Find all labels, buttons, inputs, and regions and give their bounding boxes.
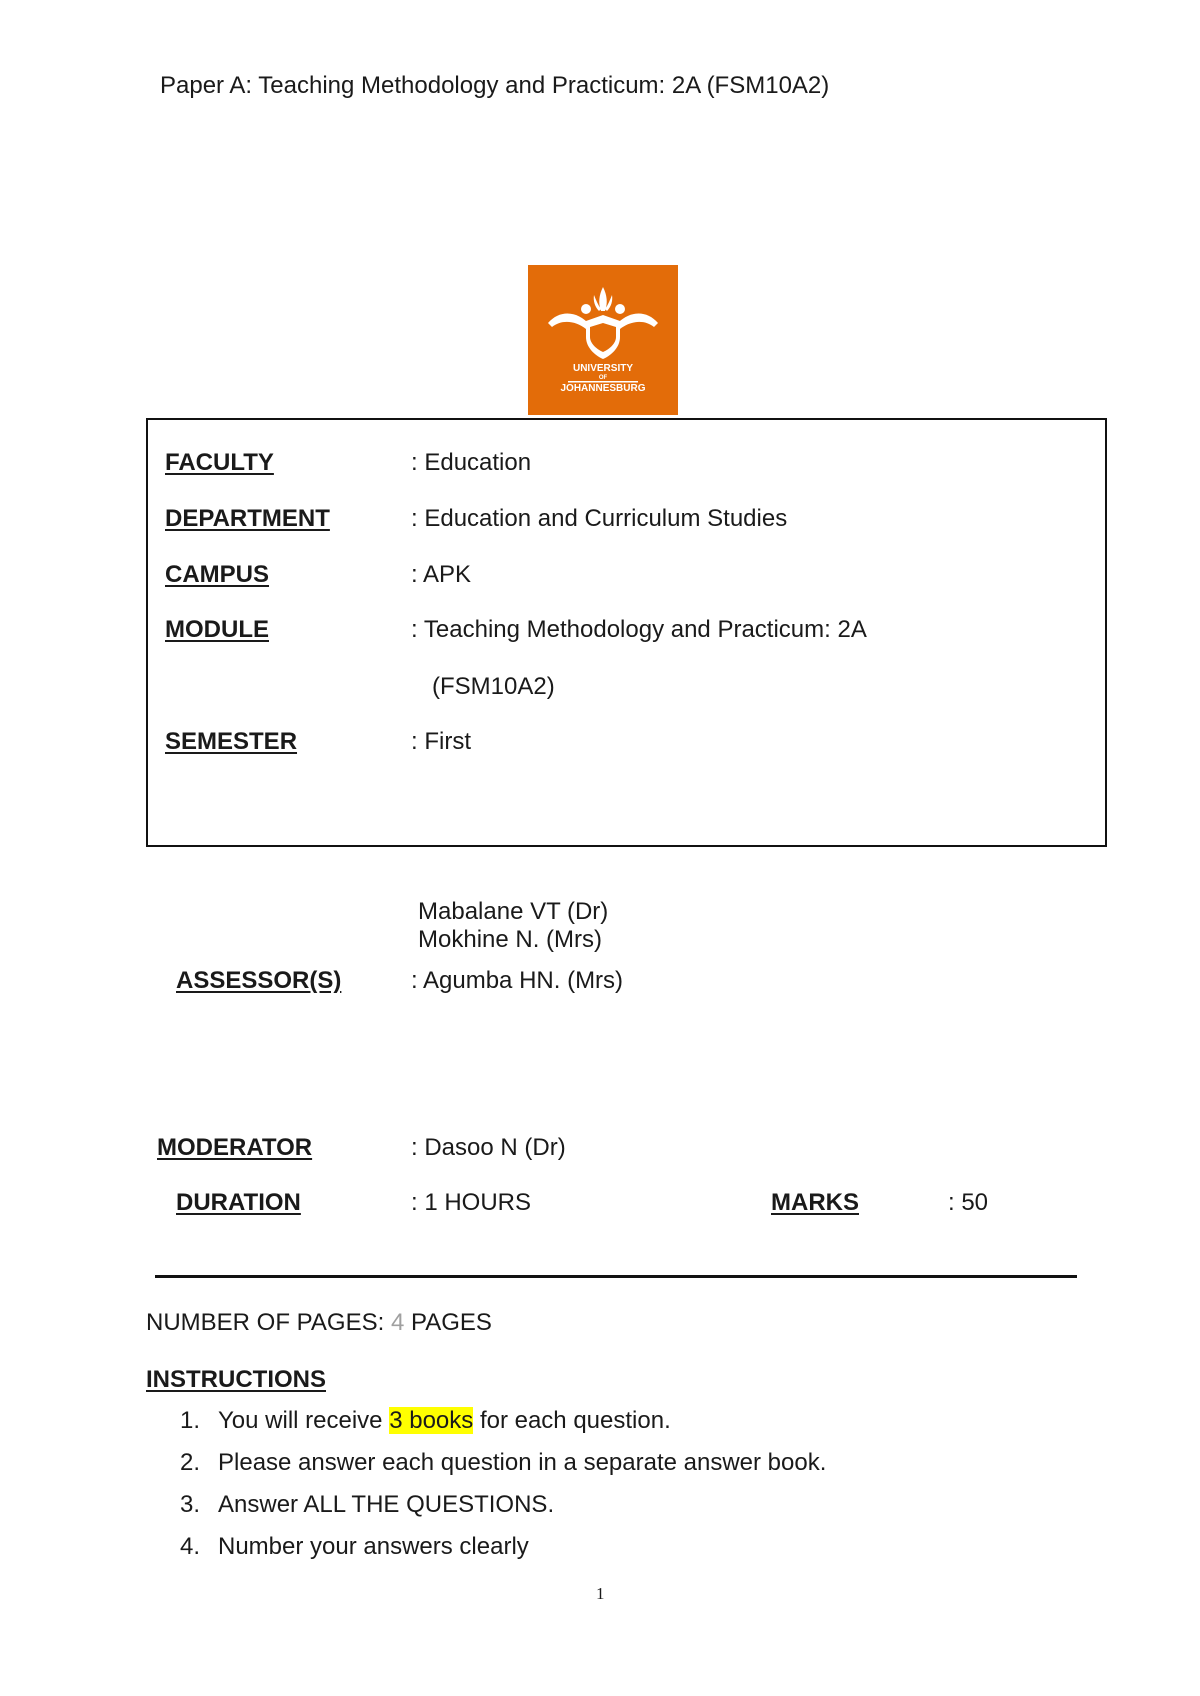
pages-prefix: NUMBER OF PAGES: (146, 1309, 385, 1336)
item-number: 4. (180, 1533, 201, 1560)
list-item (180, 1400, 826, 1442)
page-number: 1 (596, 1584, 605, 1603)
pages-suffix: PAGES (410, 1309, 492, 1336)
university-logo (528, 265, 678, 415)
instructions-heading: INSTRUCTIONS (146, 1366, 326, 1393)
semester-label: SEMESTER (165, 728, 298, 755)
department-value: : Education and Curriculum Studies (411, 505, 788, 532)
department-label: DEPARTMENT (165, 505, 330, 532)
campus-value: : APK (411, 561, 472, 588)
item-number: 3. (180, 1491, 201, 1518)
highlighted-text: 3 books (389, 1407, 474, 1434)
semester-value: : First (411, 728, 471, 755)
item-number: 1. (180, 1407, 201, 1434)
campus-label: CAMPUS (165, 561, 270, 588)
item-text-after: for each question. (479, 1407, 671, 1434)
logo-line3: JOHANNESBURG (560, 383, 646, 394)
list-item (180, 1442, 826, 1484)
item-number: 2. (180, 1449, 201, 1476)
item-text-before: You will receive (218, 1407, 383, 1434)
assessors-label: ASSESSOR(S) (176, 967, 342, 994)
pages-count: 4 (390, 1309, 405, 1336)
assessor-name-3: : Agumba HN. (Mrs) (411, 967, 624, 994)
marks-value: : 50 (948, 1189, 989, 1216)
faculty-value: : Education (411, 449, 532, 476)
paper-title: Paper A: Teaching Methodology and Practicum: 2A (FSM10A2) (160, 72, 830, 99)
list-item (180, 1484, 826, 1526)
number-of-pages (146, 1309, 492, 1337)
assessor-name-1: Mabalane VT (Dr) (418, 898, 609, 925)
assessor-name-2: Mokhine N. (Mrs) (418, 926, 603, 953)
moderator-label: MODERATOR (157, 1134, 313, 1161)
faculty-label: FACULTY (165, 449, 274, 476)
logo-line2: OF (598, 375, 608, 381)
module-value: : Teaching Methodology and Practicum: 2A (411, 616, 867, 643)
horizontal-rule (155, 1275, 1077, 1278)
duration-label: DURATION (176, 1189, 301, 1216)
module-label: MODULE (165, 616, 269, 643)
instructions-list (180, 1400, 826, 1568)
list-item (180, 1526, 826, 1568)
item-text: Answer ALL THE QUESTIONS. (218, 1491, 555, 1518)
marks-label: MARKS (771, 1189, 859, 1216)
duration-value: : 1 HOURS (411, 1189, 532, 1216)
moderator-value: : Dasoo N (Dr) (411, 1134, 566, 1161)
module-code: (FSM10A2) (432, 673, 555, 700)
logo-line1: UNIVERSITY (572, 363, 633, 374)
item-text: Please answer each question in a separate answer book. (218, 1449, 827, 1476)
item-text: Number your answers clearly (218, 1533, 529, 1560)
